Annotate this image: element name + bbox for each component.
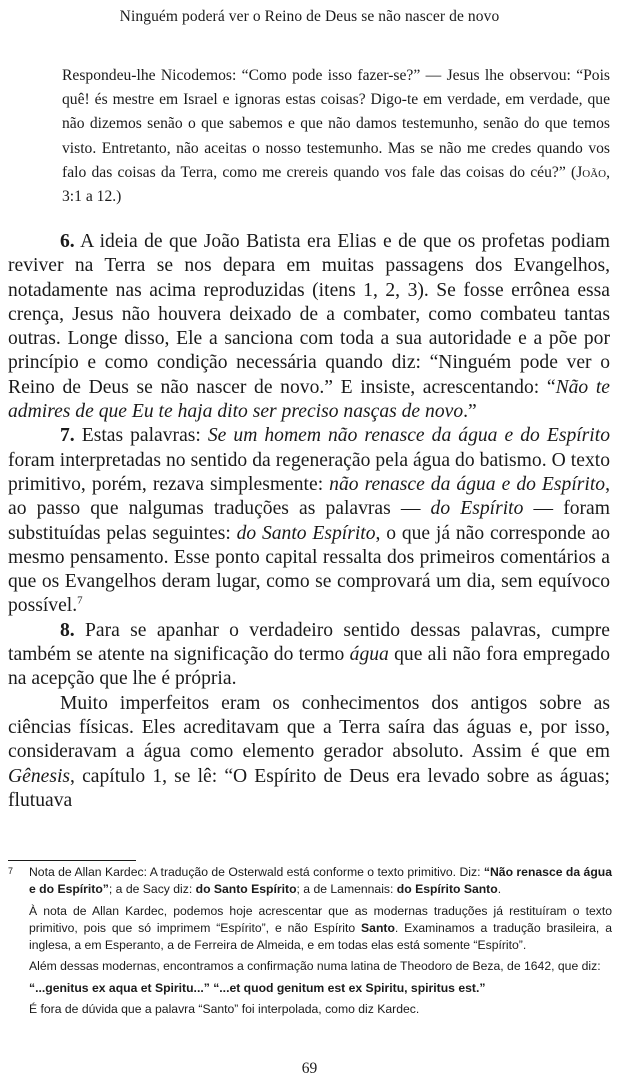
paragraph-emphasis: do Espírito — [430, 498, 524, 520]
quote-ref-book: João — [576, 163, 607, 181]
footnote-rule — [8, 860, 136, 861]
paragraph-9 — [8, 692, 610, 813]
footnote-text: Nota de Allan Kardec: A tradução de Osterwald está conforme o texto primitivo. Diz: “Não renasce da água e do Espírito”; a de Sacy diz: do Santo Espírito; a de Lamennais: do Espírito Santo. — [29, 865, 612, 897]
paragraph-7 — [8, 424, 610, 618]
quote-text: Respondeu-lhe Nicodemos: “Como pode isso fazer-se?” — Jesus lhe observou: “Pois quê! és mestre em Israel e ignoras estas coisas? Digo-te em verdade, em verdade, que não dizemos senão o que sabemos e que não damos testemunho, senão do que temos visto. Entretanto, não aceitas o nosso testemunho. Mas se não me credes quando vos falo das coisas da Terra, como me crereis quando vos fale das coisas do céu?” ( — [62, 67, 610, 181]
quote-ref-rest: , 3:1 a 12.) — [62, 163, 610, 206]
paragraph-text: Estas palavras: — [74, 425, 208, 447]
footnotes — [8, 864, 612, 1022]
paragraph-emphasis: Gênesis — [8, 765, 71, 787]
paragraph-6 — [8, 230, 610, 424]
footnote-paragraph: Além dessas modernas, encontramos a confirmação numa latina de Theodoro de Beza, de 1642, que diz: — [29, 959, 601, 974]
footnote-mark: 7 — [8, 866, 14, 876]
scripture-quote — [62, 64, 610, 209]
paragraph-text: foram interpretadas no sentido da regeneração pela água do batismo. O texto primitivo, porém, rezava simplesmente: — [8, 449, 610, 495]
paragraph-number: 7. — [60, 425, 75, 447]
paragraph-emphasis: Se um homem não renasce da água e do Espírito — [207, 425, 610, 447]
footnote-latin-quote: “...genitus ex aqua et Spiritu...” “...et quod genitum est ex Spiritu, spiritus est.” — [29, 980, 486, 995]
paragraph-emphasis: do Santo Espírito — [236, 522, 376, 544]
paragraph-number: 6. — [60, 231, 75, 252]
footnote-ref[interactable]: 7 — [77, 594, 83, 607]
paragraph-text: , ao passo que nalgumas traduções as palavras — — [8, 473, 610, 520]
paragraph-number: 8. — [60, 619, 75, 641]
paragraph-text: .” — [463, 401, 477, 423]
running-head: Ninguém poderá ver o Reino de Deus se não nascer de novo — [119, 8, 500, 25]
paragraph-text: , capítulo 1, se lê: “O Espírito de Deus era levado sobre as águas; flutuava — [8, 765, 610, 811]
paragraph-text: , o que já não corresponde ao mesmo pensamento. Esse ponto capital ressalta dos primeiros comentários a que os Evangelhos deram lugar, como se comprovará um dia, sem equívoco possível. — [8, 522, 610, 617]
paragraph-text: Muito imperfeitos eram os conhecimentos dos antigos sobre as ciências físicas. Eles acreditavam que a Terra saíra das águas e, por isso, consideravam a água como elemento gerador absoluto. Assim é que em — [8, 692, 610, 763]
paragraph-text: Para se apanhar o verdadeiro sentido dessas palavras, cumpre também se atente na significação do termo — [8, 619, 610, 666]
paragraph-8 — [8, 619, 610, 692]
paragraph-text: A ideia de que João Batista era Elias e de que os profetas podiam reviver na Terra se nos depara em muitas passagens dos Evangelhos, notadamente nas acima reproduzidas (itens 1, 2, 3). Se fosse errônea essa crença, Jesus não houvera deixado de a combater, como combateu tantas outras. Longe disso, Ele a sanciona com toda a sua autoridade e a põe por princípio e como condição necessária quando diz: “Ninguém pode ver o Reino de Deus se não nascer de novo.” E insiste, acrescentando: “ — [8, 231, 610, 398]
paragraph-text: que ali não fora empregado na acepção que lhe é própria. — [8, 644, 610, 690]
footnote-paragraph: À nota de Allan Kardec, podemos hoje acrescentar que as modernas traduções já restituíram o texto primitivo, pois que só imprimem “Espírito”, e não Espírito Santo. Examinamos a tradução brasileira, a inglesa, a em Esperanto, a de Ferreira de Almeida, e em todas elas está somente “Espírito”. — [29, 903, 612, 953]
footnote-7 — [8, 864, 612, 899]
paragraph-emphasis: não renasce da água e do Espírito — [329, 473, 606, 495]
page-number: 69 — [301, 1060, 318, 1077]
footnote-paragraph: É fora de dúvida que a palavra “Santo” foi interpolada, como diz Kardec. — [29, 1002, 420, 1017]
paragraph-text: — foram substituídas pelas seguintes: — [8, 498, 610, 544]
paragraph-emphasis: água — [349, 644, 389, 666]
body-text — [8, 230, 610, 813]
paragraph-emphasis: Não te admires de que Eu te haja dito ser preciso nasças de novo — [8, 376, 611, 423]
